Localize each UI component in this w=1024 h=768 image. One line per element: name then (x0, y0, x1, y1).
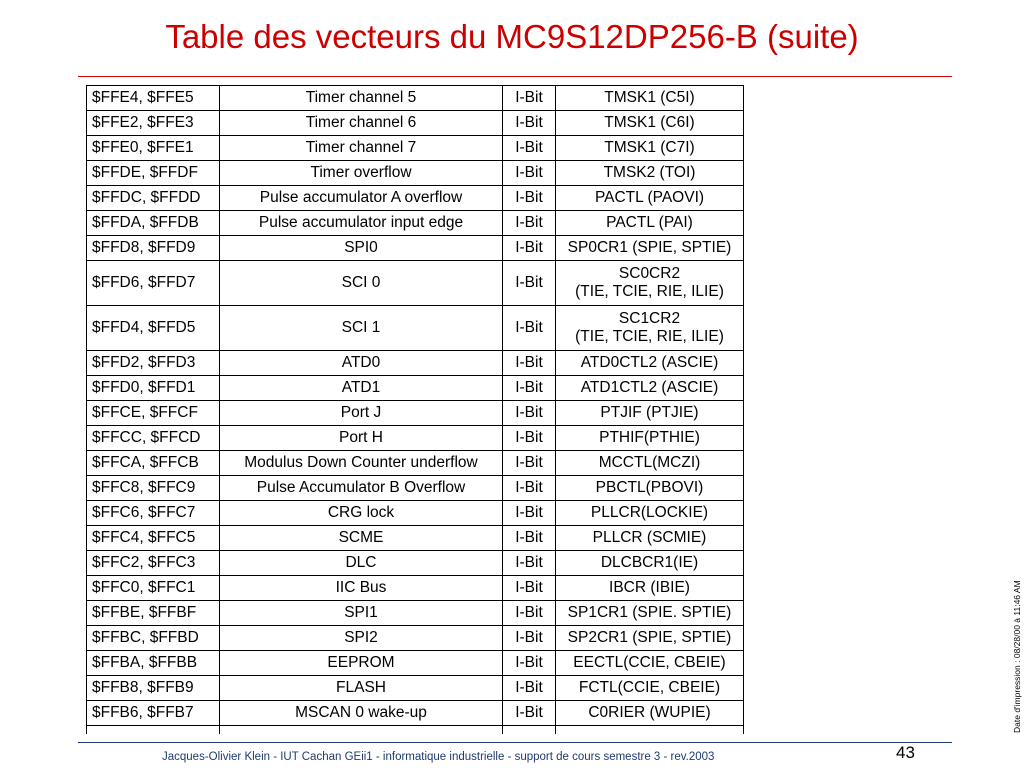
vector-table (86, 85, 744, 734)
mask-bit-cell: I-Bit (503, 401, 556, 426)
enable-register-flags: (TIE, TCIE, RIE, ILIE) (575, 328, 724, 345)
slide-title: Table des vecteurs du MC9S12DP256-B (suite) (165, 18, 859, 55)
mask-bit-cell: I-Bit (503, 551, 556, 576)
mask-bit-cell: I-Bit (503, 261, 556, 306)
mask-bit-cell: I-Bit (503, 501, 556, 526)
table-row (87, 186, 744, 211)
interrupt-source-cell: Pulse accumulator input edge (220, 211, 503, 236)
mask-bit-cell: I-Bit (503, 651, 556, 676)
table-row (87, 551, 744, 576)
vector-address-cell: $FFD0, $FFD1 (87, 376, 220, 401)
vector-address-cell: $FFD2, $FFD3 (87, 351, 220, 376)
enable-register-cell: PTJIF (PTJIE) (556, 401, 744, 426)
table-row (87, 426, 744, 451)
vector-address-cell: $FFCA, $FFCB (87, 451, 220, 476)
enable-register-cell: C0RIER (WUPIE) (556, 701, 744, 726)
table-row (87, 261, 744, 306)
enable-register-cell: MCCTL(MCZI) (556, 451, 744, 476)
enable-register-cell: EECTL(CCIE, CBEIE) (556, 651, 744, 676)
mask-bit-cell: I-Bit (503, 701, 556, 726)
enable-register-cell: PLLCR(LOCKIE) (556, 501, 744, 526)
mask-bit-cell: I-Bit (503, 211, 556, 236)
vector-address-cell: $FFC6, $FFC7 (87, 501, 220, 526)
enable-register-cell: SP0CR1 (SPIE, SPTIE) (556, 236, 744, 261)
interrupt-source-cell: ATD0 (220, 351, 503, 376)
table-row (87, 526, 744, 551)
vector-address-cell: $FFB6, $FFB7 (87, 701, 220, 726)
table-row (87, 111, 744, 136)
enable-register-line: SC0CR2 (618, 265, 681, 282)
enable-register-cell: PTHIF(PTHIE) (556, 426, 744, 451)
table-row (87, 576, 744, 601)
vector-address-cell: $FFC8, $FFC9 (87, 476, 220, 501)
mask-bit-cell: I-Bit (503, 136, 556, 161)
interrupt-source-cell: SCI 0 (220, 261, 503, 306)
vector-address-cell: $FFDC, $FFDD (87, 186, 220, 211)
enable-register-cell: ATD1CTL2 (ASCIE) (556, 376, 744, 401)
interrupt-source-cell: Timer overflow (220, 161, 503, 186)
vector-address-cell: $FFCE, $FFCF (87, 401, 220, 426)
enable-register-cell: PBCTL(PBOVI) (556, 476, 744, 501)
mask-bit-cell: I-Bit (503, 376, 556, 401)
interrupt-source-cell: SPI1 (220, 601, 503, 626)
interrupt-source-cell: ATD1 (220, 376, 503, 401)
enable-register-line: SC1CR2 (618, 310, 681, 327)
enable-register-cell: SP1CR1 (SPIE. SPTIE) (556, 601, 744, 626)
mask-bit-cell: I-Bit (503, 351, 556, 376)
table-row (87, 651, 744, 676)
table-row (87, 211, 744, 236)
interrupt-source-cell: SCI 1 (220, 306, 503, 351)
table-row (87, 676, 744, 701)
interrupt-source-cell: Pulse Accumulator B Overflow (220, 476, 503, 501)
table-row (87, 376, 744, 401)
enable-register-cell: TMSK1 (C7I) (556, 136, 744, 161)
interrupt-source-cell: Port H (220, 426, 503, 451)
mask-bit-cell: I-Bit (503, 676, 556, 701)
vector-address-cell: $FFDE, $FFDF (87, 161, 220, 186)
table-row (87, 476, 744, 501)
table-row (87, 161, 744, 186)
interrupt-source-cell: FLASH (220, 676, 503, 701)
continuation-cell (87, 726, 220, 735)
enable-register-cell (556, 261, 744, 306)
interrupt-source-cell: Pulse accumulator A overflow (220, 186, 503, 211)
interrupt-source-cell: Modulus Down Counter underflow (220, 451, 503, 476)
mask-bit-cell: I-Bit (503, 576, 556, 601)
mask-bit-cell: I-Bit (503, 111, 556, 136)
enable-register-cell: PACTL (PAI) (556, 211, 744, 236)
vector-address-cell: $FFD4, $FFD5 (87, 306, 220, 351)
vector-address-cell: $FFCC, $FFCD (87, 426, 220, 451)
table-row (87, 236, 744, 261)
mask-bit-cell: I-Bit (503, 626, 556, 651)
table-row (87, 86, 744, 111)
interrupt-source-cell: MSCAN 0 wake-up (220, 701, 503, 726)
mask-bit-cell: I-Bit (503, 426, 556, 451)
vector-address-cell: $FFC0, $FFC1 (87, 576, 220, 601)
continuation-cell (503, 726, 556, 735)
table-row (87, 601, 744, 626)
vector-address-cell: $FFBA, $FFBB (87, 651, 220, 676)
vector-address-cell: $FFB8, $FFB9 (87, 676, 220, 701)
enable-register-cell: TMSK2 (TOI) (556, 161, 744, 186)
vector-address-cell: $FFC4, $FFC5 (87, 526, 220, 551)
vector-address-cell: $FFE0, $FFE1 (87, 136, 220, 161)
mask-bit-cell: I-Bit (503, 306, 556, 351)
page-number: 43 (896, 743, 915, 762)
table-row (87, 136, 744, 161)
table-continuation-row (87, 726, 744, 735)
vector-address-cell: $FFC2, $FFC3 (87, 551, 220, 576)
continuation-cell (220, 726, 503, 735)
interrupt-source-cell: SPI0 (220, 236, 503, 261)
vector-address-cell: $FFD8, $FFD9 (87, 236, 220, 261)
mask-bit-cell: I-Bit (503, 526, 556, 551)
interrupt-source-cell: Port J (220, 401, 503, 426)
continuation-cell (556, 726, 744, 735)
vector-address-cell: $FFDA, $FFDB (87, 211, 220, 236)
enable-register-cell: FCTL(CCIE, CBEIE) (556, 676, 744, 701)
mask-bit-cell: I-Bit (503, 451, 556, 476)
interrupt-source-cell: EEPROM (220, 651, 503, 676)
enable-register-cell: TMSK1 (C5I) (556, 86, 744, 111)
interrupt-source-cell: IIC Bus (220, 576, 503, 601)
enable-register-cell: DLCBCR1(IE) (556, 551, 744, 576)
print-date: Date d'impression : 08/28/00 à 11:46 AM (1012, 580, 1022, 733)
interrupt-source-cell: Timer channel 7 (220, 136, 503, 161)
table-row (87, 701, 744, 726)
vector-address-cell: $FFBE, $FFBF (87, 601, 220, 626)
interrupt-source-cell: Timer channel 5 (220, 86, 503, 111)
table-row (87, 501, 744, 526)
enable-register-cell (556, 306, 744, 351)
vector-address-cell: $FFD6, $FFD7 (87, 261, 220, 306)
interrupt-source-cell: SPI2 (220, 626, 503, 651)
interrupt-source-cell: CRG lock (220, 501, 503, 526)
enable-register-cell: IBCR (IBIE) (556, 576, 744, 601)
vector-address-cell: $FFE2, $FFE3 (87, 111, 220, 136)
title-divider (78, 76, 952, 77)
mask-bit-cell: I-Bit (503, 161, 556, 186)
footer-text: Jacques-Olivier Klein - IUT Cachan GEii1 - informatique industrielle - support de cours semestre 3 - rev.2003 (162, 751, 715, 763)
table-row (87, 451, 744, 476)
mask-bit-cell: I-Bit (503, 86, 556, 111)
mask-bit-cell: I-Bit (503, 186, 556, 211)
enable-register-cell: PLLCR (SCMIE) (556, 526, 744, 551)
footer-divider (78, 742, 952, 743)
mask-bit-cell: I-Bit (503, 236, 556, 261)
mask-bit-cell: I-Bit (503, 601, 556, 626)
table-row (87, 626, 744, 651)
vector-address-cell: $FFBC, $FFBD (87, 626, 220, 651)
enable-register-flags: (TIE, TCIE, RIE, ILIE) (575, 283, 724, 300)
enable-register-cell: TMSK1 (C6I) (556, 111, 744, 136)
vector-address-cell: $FFE4, $FFE5 (87, 86, 220, 111)
enable-register-cell: SP2CR1 (SPIE, SPTIE) (556, 626, 744, 651)
enable-register-cell: ATD0CTL2 (ASCIE) (556, 351, 744, 376)
interrupt-source-cell: SCME (220, 526, 503, 551)
mask-bit-cell: I-Bit (503, 476, 556, 501)
vector-table-body (87, 86, 744, 735)
table-row (87, 351, 744, 376)
interrupt-source-cell: DLC (220, 551, 503, 576)
interrupt-source-cell: Timer channel 6 (220, 111, 503, 136)
table-row (87, 401, 744, 426)
table-row (87, 306, 744, 351)
enable-register-cell: PACTL (PAOVI) (556, 186, 744, 211)
